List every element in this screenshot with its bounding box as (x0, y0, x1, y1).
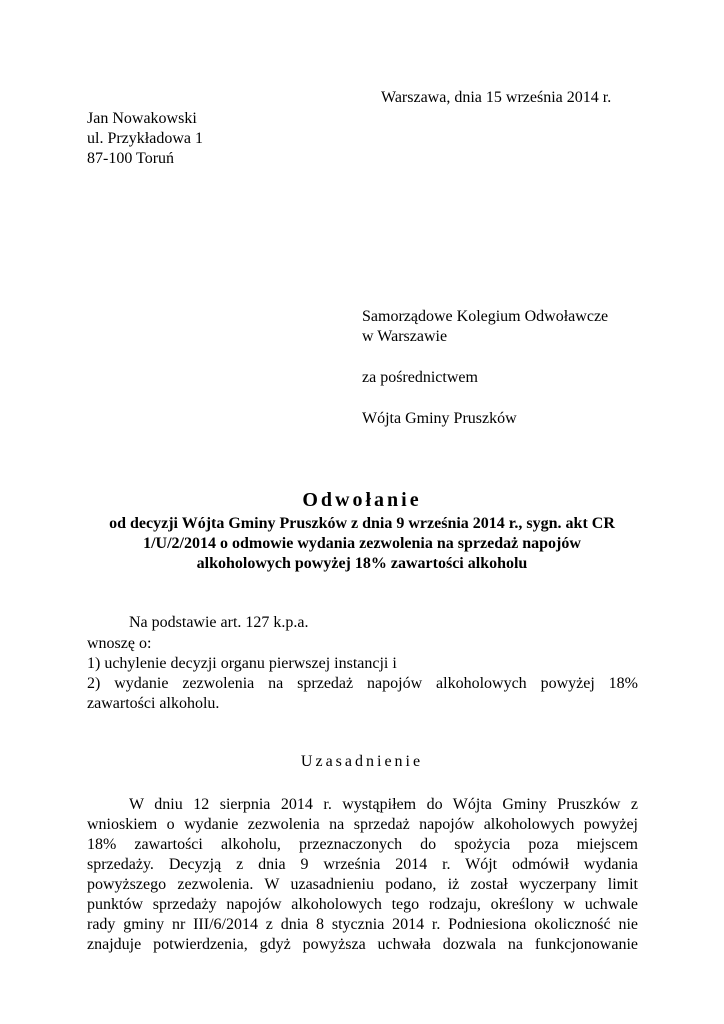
sender-city: 87-100 Toruń (87, 150, 175, 167)
justification-line: 18% zawartości alkoholu, przeznaczonych do spożycia poza miejscem (87, 836, 638, 853)
recipient-line2: w Warszawie (362, 328, 448, 345)
justification-line: powyższego zezwolenia. W uzasadnieniu podano, iż został wyczerpany limit (87, 876, 638, 893)
place-date: Warszawa, dnia 15 września 2014 r. (381, 89, 612, 106)
justification-line: wnioskiem o wydanie zezwolenia na sprzedaż napojów alkoholowych powyżej (87, 816, 638, 833)
justification-line: sprzedaży. Decyzją z dnia 9 września 2014 r. Wójt odmówił wydania (87, 856, 638, 873)
request-intro: wnoszę o: (87, 635, 152, 652)
recipient-via: za pośrednictwem (362, 369, 478, 386)
title-subtitle-line: 1/U/2/2014 o odmowie wydania zezwolenia na sprzedaż napojów (143, 535, 581, 552)
justification-line: punktów sprzedaży napojów alkoholowych tego rodzaju, określony w uchwale (87, 896, 638, 913)
title-subtitle-line: od decyzji Wójta Gminy Pruszków z dnia 9 września 2014 r., sygn. akt CR (109, 515, 615, 532)
request-item-2-line1: 2) wydanie zezwolenia na sprzedaż napojów alkoholowych powyżej 18% (87, 675, 638, 692)
title-subtitle-line: alkoholowych powyżej 18% zawartości alkoholu (196, 555, 528, 572)
request-item-1: 1) uchylenie decyzji organu pierwszej instancji i (87, 655, 397, 672)
recipient-via-body: Wójta Gminy Pruszków (362, 410, 517, 427)
justification-heading: Uzasadnienie (300, 753, 424, 770)
justification-line: W dniu 12 sierpnia 2014 r. wystąpiłem do Wójta Gminy Pruszków z (129, 796, 638, 813)
request-item-2-line2: zawartości alkoholu. (87, 695, 220, 712)
justification-line: rady gminy nr III/6/2014 z dnia 8 stycznia 2014 r. Podniesiona okoliczność nie (87, 916, 638, 933)
sender-street: ul. Przykładowa 1 (87, 130, 203, 147)
request-basis: Na podstawie art. 127 k.p.a. (129, 614, 309, 631)
recipient-line1: Samorządowe Kolegium Odwoławcze (362, 308, 609, 325)
sender-name: Jan Nowakowski (87, 110, 197, 127)
justification-line: znajduje potwierdzenia, gdyż powyższa uchwała dozwala na funkcjonowanie (87, 936, 638, 953)
title-heading: Odwołanie (302, 489, 422, 511)
